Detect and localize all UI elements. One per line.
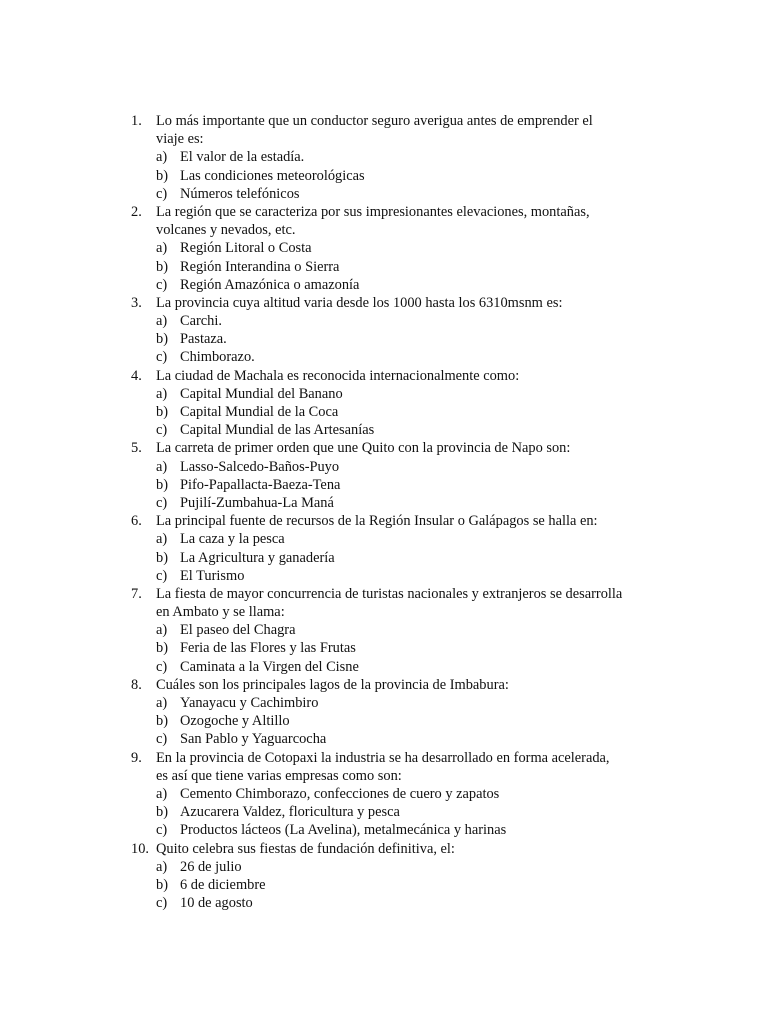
question-text: La ciudad de Machala es reconocida internacionalmente como:	[156, 367, 520, 384]
option-b	[131, 258, 651, 276]
option-text: Capital Mundial del Banano	[180, 385, 343, 402]
option-letter: c)	[156, 731, 168, 748]
question-8	[131, 676, 651, 749]
option-c	[131, 276, 651, 294]
question-line	[131, 585, 651, 603]
option-text: Chimborazo.	[180, 349, 255, 366]
option-letter: c)	[156, 567, 168, 584]
option-b	[131, 330, 651, 348]
question-number: 4.	[131, 367, 142, 384]
option-a	[131, 530, 651, 548]
question-6	[131, 512, 651, 585]
question-number: 5.	[131, 440, 142, 457]
option-text: Cemento Chimborazo, confecciones de cuero y zapatos	[180, 785, 500, 802]
question-number: 10.	[131, 840, 149, 857]
option-letter: c)	[156, 276, 168, 293]
question-text: en Ambato y se llama:	[156, 604, 285, 621]
question-line	[131, 294, 651, 312]
question-line	[131, 840, 651, 858]
option-a	[131, 694, 651, 712]
option-b	[131, 167, 651, 185]
question-number: 6.	[131, 513, 142, 530]
option-letter: c)	[156, 422, 168, 439]
question-1	[131, 112, 651, 203]
question-text: es así que tiene varias empresas como son:	[156, 767, 402, 784]
question-list	[131, 112, 651, 912]
option-a	[131, 312, 651, 330]
option-c	[131, 821, 651, 839]
option-b	[131, 476, 651, 494]
option-c	[131, 567, 651, 585]
option-text: Capital Mundial de las Artesanías	[180, 422, 375, 439]
option-letter: a)	[156, 385, 168, 402]
option-a	[131, 239, 651, 257]
option-text: Pastaza.	[180, 331, 227, 348]
option-letter: b)	[156, 549, 168, 566]
option-letter: a)	[156, 458, 168, 475]
option-text: Azucarera Valdez, floricultura y pesca	[180, 804, 400, 821]
option-text: Las condiciones meteorológicas	[180, 167, 365, 184]
option-text: Capital Mundial de la Coca	[180, 404, 339, 420]
question-number: 2.	[131, 203, 142, 220]
option-text: Caminata a la Virgen del Cisne	[180, 658, 359, 675]
question-text: Quito celebra sus fiestas de fundación definitiva, el:	[156, 840, 455, 857]
option-letter: a)	[156, 695, 168, 711]
option-text: El valor de la estadía.	[180, 149, 305, 166]
option-letter: b)	[156, 331, 168, 348]
option-letter: a)	[156, 785, 168, 802]
question-line	[131, 112, 651, 130]
question-10	[131, 840, 651, 913]
option-letter: b)	[156, 804, 168, 821]
option-text: La caza y la pesca	[180, 531, 285, 548]
option-letter: c)	[156, 185, 168, 202]
option-c	[131, 658, 651, 676]
question-text: volcanes y nevados, etc.	[156, 222, 296, 239]
question-text: La carreta de primer orden que une Quito con la provincia de Napo son:	[156, 440, 571, 457]
question-3	[131, 294, 651, 367]
option-b	[131, 712, 651, 730]
option-letter: a)	[156, 240, 168, 257]
option-c	[131, 185, 651, 203]
question-text: Cuáles son los principales lagos de la provincia de Imbabura:	[156, 676, 509, 693]
question-number: 7.	[131, 585, 142, 602]
question-line	[131, 512, 651, 530]
option-text: Región Amazónica o amazonía	[180, 276, 360, 293]
option-a	[131, 785, 651, 803]
option-b	[131, 403, 651, 421]
option-c	[131, 494, 651, 512]
option-text: 10 de agosto	[180, 895, 253, 912]
question-line	[131, 203, 651, 221]
question-7	[131, 585, 651, 676]
option-letter: b)	[156, 258, 168, 275]
question-number: 8.	[131, 676, 142, 693]
option-a	[131, 385, 651, 403]
option-text: Ozogoche y Altillo	[180, 713, 290, 730]
question-text: La fiesta de mayor concurrencia de turistas nacionales y extranjeros se desarrolla	[156, 585, 623, 602]
question-text: La principal fuente de recursos de la Región Insular o Galápagos se halla en:	[156, 513, 598, 530]
option-letter: c)	[156, 822, 168, 839]
option-letter: c)	[156, 349, 168, 366]
option-letter: c)	[156, 494, 168, 511]
question-text: Lo más importante que un conductor seguro averigua antes de emprender el	[156, 113, 593, 129]
question-line	[131, 603, 651, 621]
option-a	[131, 458, 651, 476]
option-letter: a)	[156, 149, 168, 166]
question-number: 3.	[131, 294, 142, 311]
option-text: 26 de julio	[180, 858, 242, 875]
option-letter: c)	[156, 895, 168, 912]
option-text: El Turismo	[180, 567, 245, 584]
option-text: Pifo-Papallacta-Baeza-Tena	[180, 476, 341, 493]
option-text: Yanayacu y Cachimbiro	[180, 695, 319, 711]
question-line	[131, 767, 651, 785]
question-text: La provincia cuya altitud varia desde los 1000 hasta los 6310msnm es:	[156, 294, 563, 311]
option-letter: a)	[156, 313, 168, 330]
option-c	[131, 421, 651, 439]
option-c	[131, 730, 651, 748]
option-text: 6 de diciembre	[180, 876, 266, 893]
option-letter: c)	[156, 658, 168, 675]
option-text: Productos lácteos (La Avelina), metalmecánica y harinas	[180, 822, 507, 839]
option-letter: b)	[156, 476, 168, 493]
option-letter: b)	[156, 640, 168, 657]
option-letter: b)	[156, 404, 168, 420]
question-number: 9.	[131, 749, 142, 766]
option-text: Números telefónicos	[180, 185, 300, 202]
option-letter: a)	[156, 622, 168, 639]
question-5	[131, 439, 651, 512]
option-letter: a)	[156, 531, 168, 548]
option-c	[131, 894, 651, 912]
option-text: Lasso-Salcedo-Baños-Puyo	[180, 458, 340, 475]
option-letter: b)	[156, 167, 168, 184]
option-text: Región Interandina o Sierra	[180, 258, 340, 275]
question-text: viaje es:	[156, 131, 204, 148]
question-line	[131, 749, 651, 767]
option-b	[131, 639, 651, 657]
option-a	[131, 858, 651, 876]
question-4	[131, 367, 651, 440]
question-text: La región que se caracteriza por sus impresionantes elevaciones, montañas,	[156, 203, 590, 220]
question-number: 1.	[131, 113, 142, 129]
option-c	[131, 348, 651, 366]
option-text: Pujilí-Zumbahua-La Maná	[180, 494, 334, 511]
question-text: En la provincia de Cotopaxi la industria se ha desarrollado en forma acelerada,	[156, 749, 610, 766]
question-line	[131, 367, 651, 385]
question-2	[131, 203, 651, 294]
question-line	[131, 130, 651, 148]
option-letter: b)	[156, 876, 168, 893]
option-text: El paseo del Chagra	[180, 622, 296, 639]
option-a	[131, 148, 651, 166]
option-a	[131, 621, 651, 639]
option-b	[131, 803, 651, 821]
option-b	[131, 549, 651, 567]
option-letter: a)	[156, 858, 168, 875]
question-line	[131, 676, 651, 694]
question-line	[131, 439, 651, 457]
question-9	[131, 749, 651, 840]
option-text: Feria de las Flores y las Frutas	[180, 640, 356, 657]
option-text: Región Litoral o Costa	[180, 240, 312, 257]
option-letter: b)	[156, 713, 168, 730]
option-text: San Pablo y Yaguarcocha	[180, 731, 327, 748]
option-b	[131, 876, 651, 894]
option-text: La Agricultura y ganadería	[180, 549, 335, 566]
question-line	[131, 221, 651, 239]
option-text: Carchi.	[180, 313, 222, 330]
